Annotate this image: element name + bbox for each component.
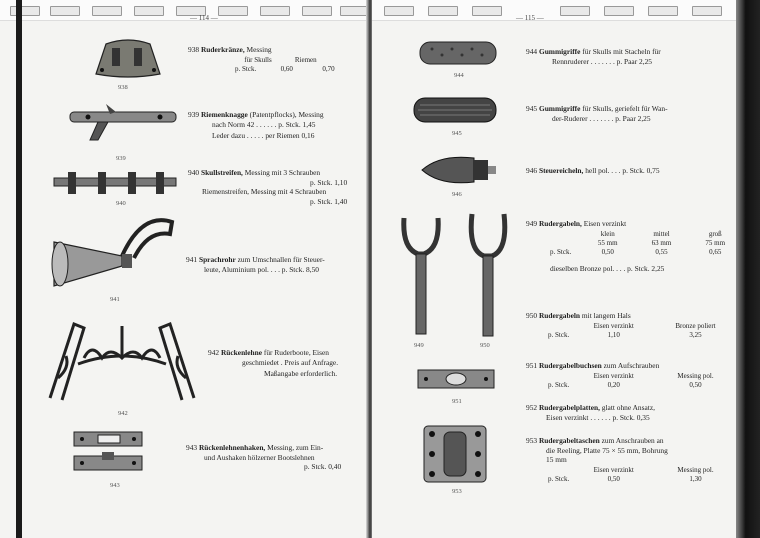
table-header: Eisen verzinkt [593, 466, 634, 474]
item-940-line: Messing mit 3 Schrauben [244, 168, 321, 177]
table-header: Eisen verzinkt [593, 322, 634, 330]
item-939-name: Riemenknagge [200, 110, 248, 119]
tab-marker [692, 6, 722, 16]
item-number-949: 949 [414, 342, 424, 349]
item-944-name: Gummigriffe [538, 47, 581, 56]
item-941-line: leute, Aluminium pol. . . . p. Stck. 8,50 [204, 264, 319, 274]
table-value: 0,50 [601, 248, 614, 256]
item-945-line: der-Ruderer . . . . . . . p. Paar 2,25 [552, 113, 651, 123]
table-value: 0,70 [322, 65, 335, 73]
item-946-line: hell pol. . . . p. Stck. 0,75 [585, 166, 660, 175]
table-row-label: p. Stck. [550, 248, 572, 256]
item-942-name: Rückenlehne [220, 348, 263, 357]
item-953-table [548, 466, 736, 484]
item-950-number: 950 [526, 311, 538, 320]
table-header: Eisen verzinkt [593, 372, 634, 380]
tab-marker [472, 6, 502, 16]
item-942-number: 942 [208, 348, 220, 357]
item-number-938: 938 [118, 84, 128, 91]
item-949-name: Rudergabeln, [538, 219, 582, 228]
item-951-number: 951 [526, 361, 538, 370]
table-header: mittel [653, 230, 670, 238]
tab-marker [648, 6, 678, 16]
item-953-number: 953 [526, 436, 538, 445]
table-row-label: p. Stck. [548, 475, 570, 483]
item-number-939: 939 [116, 155, 126, 162]
page-number: — 115 — [516, 14, 544, 22]
steuereichel-illustration [420, 152, 500, 188]
item-940-line: p. Stck. 1,40 [310, 196, 348, 206]
table-value: 1,30 [689, 475, 702, 483]
table-header: klein [600, 230, 615, 238]
table-header: Messing pol. [677, 372, 714, 380]
table-subheader: 55 mm [597, 239, 618, 247]
table-subheader: 63 mm [651, 239, 672, 247]
rueckenlehnenhaken-illustration [72, 430, 144, 474]
sprachrohr-illustration [52, 212, 178, 292]
item-943-line: Messing, zum Ein- [267, 443, 324, 452]
item-942-line: geschmiedet . Preis auf Anfrage. [242, 357, 339, 367]
skullstreifen-illustration [52, 170, 178, 196]
item-938-table [235, 56, 349, 74]
table-value: 0,60 [280, 65, 293, 73]
table-row-label: p. Stck. [235, 65, 257, 73]
item-940-number: 940 [188, 168, 200, 177]
rudergabelbuchse-illustration [416, 366, 496, 392]
table-value: 0,50 [689, 381, 702, 389]
item-939-line: nach Norm 42 . . . . . . p. Stck. 1,45 [212, 119, 316, 129]
item-number-941: 941 [110, 296, 120, 303]
table-header: für Skulls [244, 56, 272, 64]
page-number: — 114 — [190, 14, 218, 22]
table-value: 0,55 [655, 248, 668, 256]
tab-marker [218, 6, 248, 16]
item-950-text [526, 311, 631, 321]
item-941-text [186, 255, 325, 274]
table-value: 0,20 [607, 381, 620, 389]
item-949-text [526, 219, 626, 229]
item-942-line: Maßangabe erforderlich. [264, 369, 338, 378]
item-949-number: 949 [526, 219, 538, 228]
item-943-number: 943 [186, 443, 198, 452]
item-939-line: (Patentpflocks), Messing [249, 110, 324, 119]
item-946-number: 946 [526, 166, 538, 175]
item-939-number: 939 [188, 110, 200, 119]
item-938-name: Ruderkränze, [200, 45, 245, 54]
item-number-943: 943 [110, 482, 120, 489]
item-944-text [526, 47, 661, 66]
item-938-desc: Messing [246, 45, 272, 54]
item-number-950: 950 [480, 342, 490, 349]
item-943-name: Rückenlehnenhaken, [198, 443, 266, 452]
item-951-table [548, 372, 736, 390]
ruderkranz-illustration [88, 36, 168, 80]
item-952-number: 952 [526, 403, 538, 412]
item-950-name: Rudergabeln [538, 311, 581, 320]
tab-marker [134, 6, 164, 16]
tab-marker [10, 6, 40, 16]
tab-marker [384, 6, 414, 16]
item-945-name: Gummigriffe [538, 104, 581, 113]
table-value: 1,10 [607, 331, 620, 339]
table-header: groß [708, 230, 722, 238]
item-952-text [526, 403, 655, 422]
item-941-line: zum Umschnallen für Steuer- [237, 255, 325, 264]
table-row-label: p. Stck. [548, 381, 570, 389]
tab-marker [260, 6, 290, 16]
item-number-945: 945 [452, 130, 462, 137]
table-value: 0,65 [709, 248, 722, 256]
item-950-table [548, 322, 736, 340]
rudergabel-langer-hals-illustration [466, 210, 510, 340]
item-941-number: 941 [186, 255, 198, 264]
tab-marker [560, 6, 590, 16]
item-952-name: Rudergabelplatten, [538, 403, 600, 412]
item-942-line: für Ruderboote, Eisen [263, 348, 329, 357]
item-number-942: 942 [118, 410, 128, 417]
item-946-name: Steuereicheln, [538, 166, 584, 175]
item-number-946: 946 [452, 191, 462, 198]
item-939-line: Leder dazu . . . . . per Riemen 0,16 [212, 131, 315, 140]
item-943-line: und Aushaken hölzerner Bootslehnen [204, 452, 315, 462]
item-number-953: 953 [452, 488, 462, 495]
top-tab-strip-left [0, 0, 372, 21]
item-939-text [188, 110, 324, 143]
rueckenlehne-illustration [44, 318, 200, 404]
item-943-line: p. Stck. 0,40 [304, 462, 342, 471]
rudergabeltasche-illustration [422, 424, 488, 484]
tab-marker [604, 6, 634, 16]
item-942-text [208, 348, 338, 381]
item-953-text [526, 436, 668, 465]
tab-marker [92, 6, 122, 16]
table-value: 0,50 [607, 475, 620, 483]
item-950-line: mit langem Hals [581, 311, 631, 320]
item-953-line: zum Anschrauben an [601, 436, 664, 445]
table-header: Messing pol. [677, 466, 714, 474]
item-943-text [186, 443, 341, 472]
item-number-940: 940 [116, 200, 126, 207]
item-944-line: Rennruderer . . . . . . . p. Paar 2,25 [552, 56, 652, 66]
top-tab-strip-right [372, 0, 760, 21]
item-940-name: Skullstreifen, [200, 168, 243, 177]
gummigriff-stacheln-illustration [418, 40, 498, 66]
right-catalog-page [372, 0, 760, 538]
riemenknagge-illustration [68, 104, 178, 144]
item-938-number: 938 [188, 45, 200, 54]
table-value: 3,25 [689, 331, 702, 339]
item-953-line: die Reeling, Platte 75 × 55 mm, Bohrung [546, 445, 668, 455]
item-945-line: für Skulls, geriefelt für Wan- [582, 104, 668, 113]
item-949-bronze: dieselben Bronze pol. . . . p. Stck. 2,25 [550, 264, 665, 273]
item-940-line: p. Stck. 1,10 [310, 177, 348, 187]
left-edge-shadow [16, 0, 22, 538]
item-951-text [526, 361, 659, 371]
item-number-944: 944 [454, 72, 464, 79]
item-945-number: 945 [526, 104, 538, 113]
item-951-name: Rudergabelbuchsen [538, 361, 602, 370]
item-941-name: Sprachrohr [198, 255, 236, 264]
item-953-name: Rudergabeltaschen [538, 436, 600, 445]
tab-marker [50, 6, 80, 16]
table-header: Bronze poliert [675, 322, 716, 330]
item-938-title [188, 45, 272, 55]
item-number-951: 951 [452, 398, 462, 405]
rudergabel-illustration [398, 214, 444, 338]
tab-marker [302, 6, 332, 16]
item-949-line: Eisen verzinkt [583, 219, 627, 228]
item-946-text [526, 166, 660, 176]
item-949-table [550, 230, 741, 257]
table-subheader: 75 mm [705, 239, 726, 247]
item-944-line: für Skulls mit Stacheln für [582, 47, 661, 56]
tab-marker [428, 6, 458, 16]
item-952-line: Eisen verzinkt . . . . . . p. Stck. 0,35 [546, 412, 650, 422]
item-953-line: 15 mm [546, 455, 567, 464]
item-952-line: glatt ohne Ansatz, [601, 403, 655, 412]
item-940-text [188, 168, 347, 206]
table-header: Riemen [294, 56, 317, 64]
table-row-label: p. Stck. [548, 331, 570, 339]
item-945-text [526, 104, 668, 123]
item-951-line: zum Aufschrauben [603, 361, 660, 370]
gummigriff-geriefelt-illustration [412, 96, 498, 124]
left-catalog-page [0, 0, 372, 538]
item-940-line: Riemenstreifen, Messing mit 4 Schrauben [202, 187, 327, 196]
item-944-number: 944 [526, 47, 538, 56]
right-edge-shadow [736, 0, 760, 538]
